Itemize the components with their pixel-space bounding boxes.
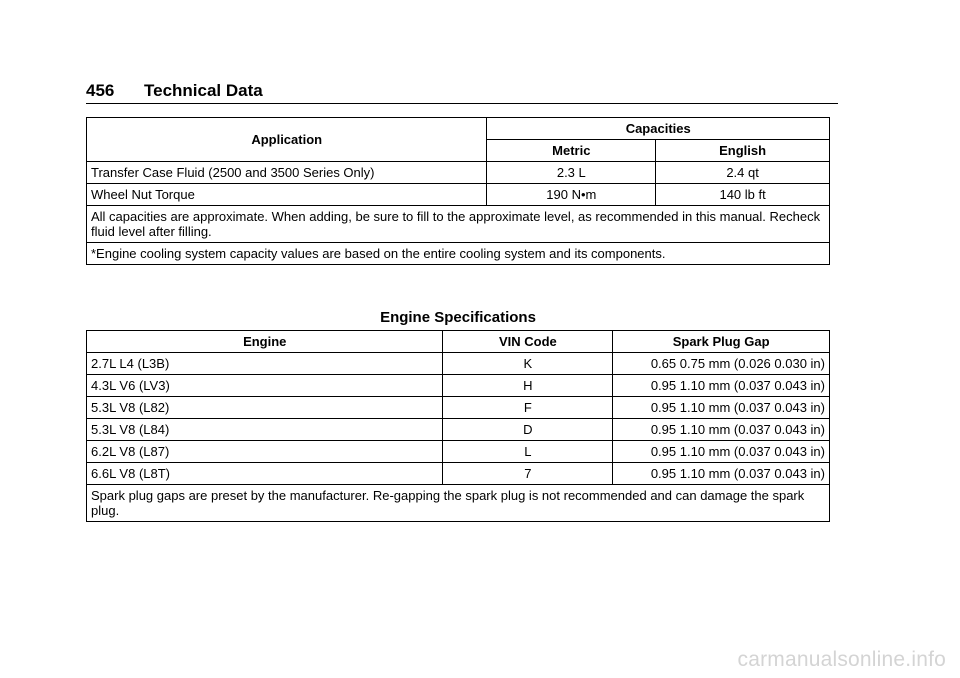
header-engine: Engine	[87, 331, 443, 353]
vin-cell: 7	[443, 463, 613, 485]
vin-cell: L	[443, 441, 613, 463]
table-row	[87, 162, 830, 184]
gap-cell: 0.95 1.10 mm (0.037 0.043 in)	[613, 397, 830, 419]
metric-cell: 190 N•m	[487, 184, 656, 206]
table-row	[87, 375, 830, 397]
table-row	[87, 353, 830, 375]
engine-cell: 6.6L V8 (L8T)	[87, 463, 443, 485]
engine-cell: 5.3L V8 (L82)	[87, 397, 443, 419]
vin-cell: H	[443, 375, 613, 397]
table-row	[87, 184, 830, 206]
capacities-table	[86, 117, 830, 265]
header-spark-plug-gap: Spark Plug Gap	[613, 331, 830, 353]
page-header	[86, 81, 838, 104]
spark-plug-note: Spark plug gaps are preset by the manufacturer. Re-gapping the spark plug is not recommended and can damage the spark plug.	[87, 485, 830, 522]
capacity-note: All capacities are approximate. When adding, be sure to fill to the approximate level, as recommended in this manual. Recheck fluid level after filling.	[87, 206, 830, 243]
english-cell: 140 lb ft	[656, 184, 830, 206]
gap-cell: 0.95 1.10 mm (0.037 0.043 in)	[613, 375, 830, 397]
engine-specs-table	[86, 330, 830, 522]
english-cell: 2.4 qt	[656, 162, 830, 184]
gap-cell: 0.95 1.10 mm (0.037 0.043 in)	[613, 441, 830, 463]
engine-cell: 4.3L V6 (LV3)	[87, 375, 443, 397]
application-cell: Transfer Case Fluid (2500 and 3500 Series Only)	[87, 162, 487, 184]
gap-cell: 0.95 1.10 mm (0.037 0.043 in)	[613, 463, 830, 485]
page-number: 456	[86, 81, 115, 100]
gap-cell: 0.65 0.75 mm (0.026 0.030 in)	[613, 353, 830, 375]
page-title: Technical Data	[144, 81, 263, 100]
table-row	[87, 463, 830, 485]
gap-cell: 0.95 1.10 mm (0.037 0.043 in)	[613, 419, 830, 441]
engine-cell: 2.7L L4 (L3B)	[87, 353, 443, 375]
header-vin-code: VIN Code	[443, 331, 613, 353]
vin-cell: F	[443, 397, 613, 419]
table-row	[87, 419, 830, 441]
engine-cell: 5.3L V8 (L84)	[87, 419, 443, 441]
engine-cell: 6.2L V8 (L87)	[87, 441, 443, 463]
header-english: English	[656, 140, 830, 162]
metric-cell: 2.3 L	[487, 162, 656, 184]
engine-specs-title: Engine Specifications	[380, 309, 536, 326]
application-cell: Wheel Nut Torque	[87, 184, 487, 206]
cooling-note: *Engine cooling system capacity values are based on the entire cooling system and its components.	[87, 243, 830, 265]
table-row	[87, 397, 830, 419]
table-row	[87, 441, 830, 463]
header-metric: Metric	[487, 140, 656, 162]
vin-cell: K	[443, 353, 613, 375]
vin-cell: D	[443, 419, 613, 441]
header-capacities: Capacities	[487, 118, 830, 140]
watermark: carmanualsonline.info	[737, 648, 946, 671]
header-application: Application	[87, 118, 487, 162]
